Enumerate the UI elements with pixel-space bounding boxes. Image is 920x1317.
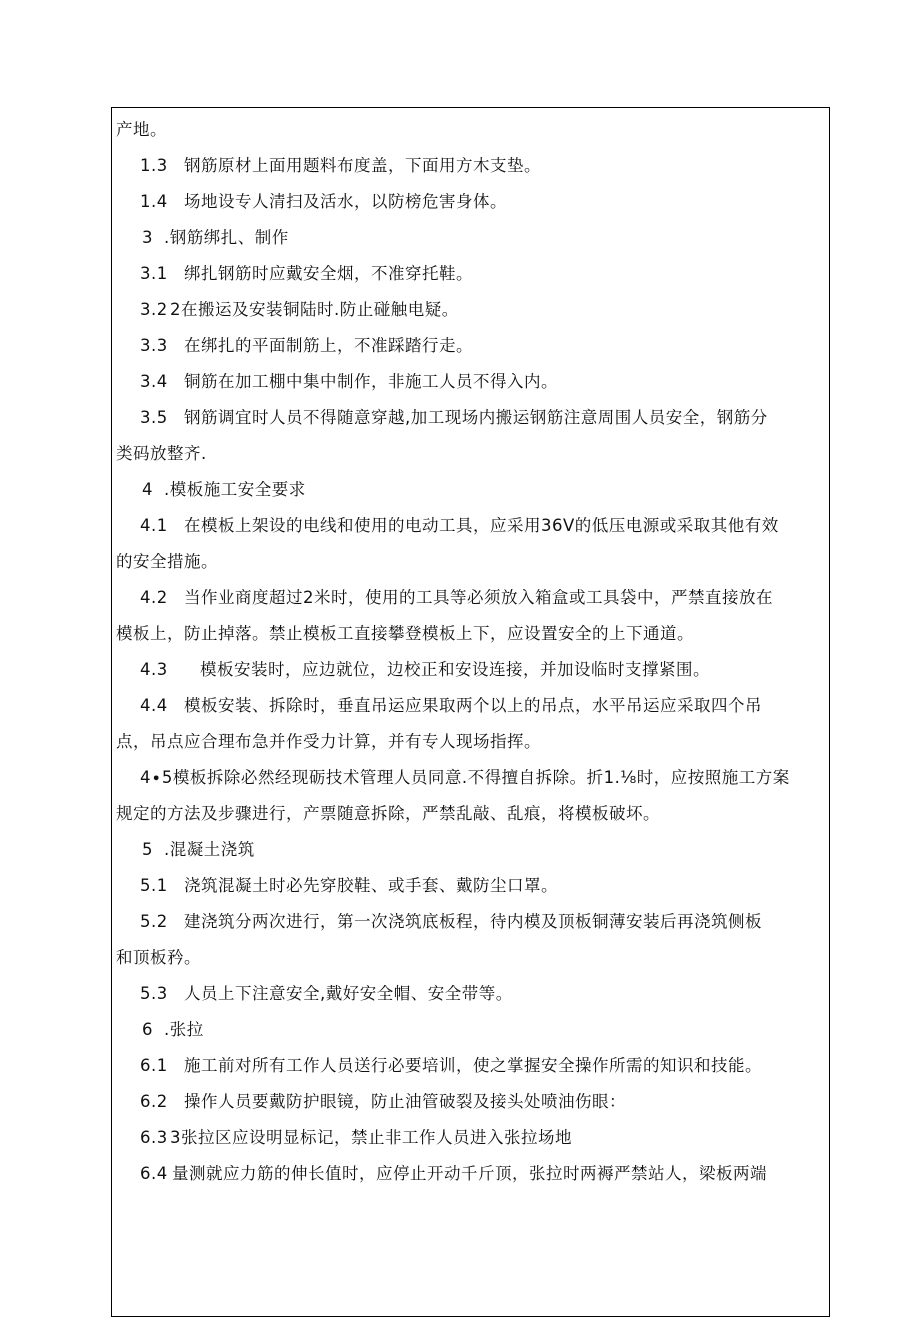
item-number: 3.1 (140, 264, 168, 283)
text-line: 绑扎钢筋时应戴安全烟，不准穿托鞋。 (184, 264, 473, 283)
section-heading: .钢筋绑扎、制作 (164, 228, 289, 247)
section-number: 3 (142, 228, 153, 247)
text-line: 产地。 (116, 120, 167, 139)
text-line: 当作业商度超过2米时，使用的工具等必须放入箱盒或工具袋中，严禁直接放在 (184, 588, 773, 607)
item-number: 6.1 (140, 1056, 168, 1075)
item-number: 3.5 (140, 408, 168, 427)
item-number: 3.4 (140, 372, 168, 391)
section-number: 4 (142, 480, 153, 499)
text-line: 建浇筑分两次进行，第一次浇筑底板程，待内模及顶板铜薄安装后再浇筑侧板 (184, 912, 762, 931)
text-line: 在模板上架设的电线和使用的电动工具，应采用36V的低压电源或采取其他有效 (184, 516, 779, 535)
text-line: 和顶板矜。 (116, 948, 201, 967)
text-line: 模板安装时，应边就位，边校正和安设连接，并加设临时支撑紧围。 (200, 660, 710, 679)
text-line: 模板上，防止掉落。禁止模板工直接攀登模板上下，应设置安全的上下通道。 (116, 624, 694, 643)
text-line: 场地设专人清扫及活水，以防榜危害身体。 (184, 192, 507, 211)
text-line: 钢筋调宜时人员不得随意穿越,加工现场内搬运钢筋注意周围人员安全，钢筋分 (184, 408, 768, 427)
item-number: 1.4 (140, 192, 168, 211)
text-line: 4∙5模板拆除必然经现砺技术管理人员同意.不得擅自拆除。折1.⅛时，应按照施工方案 (140, 768, 790, 787)
item-number: 6.4 (140, 1164, 168, 1183)
item-number: 5.2 (140, 912, 168, 931)
text-line: 的安全措施。 (116, 552, 218, 571)
section-number: 5 (142, 840, 153, 859)
item-number: 5.3 (140, 984, 168, 1003)
text-line: 铜筋在加工棚中集中制作，非施工人员不得入内。 (184, 372, 558, 391)
item-number: 4.3 (140, 660, 168, 679)
section-number: 6 (142, 1020, 153, 1039)
text-line: 人员上下注意安全,戴好安全帽、安全带等。 (184, 984, 513, 1003)
item-number: 4.2 (140, 588, 168, 607)
text-line: 模板安装、拆除时，垂直吊运应果取两个以上的吊点，水平吊运应采取四个吊 (184, 696, 762, 715)
item-number: 1.3 (140, 156, 168, 175)
text-line: 钢筋原材上面用题料布度盖，下面用方木支垫。 (184, 156, 541, 175)
item-number: 3.2 (140, 300, 168, 319)
text-line: 施工前对所有工作人员送行必要培训，使之掌握安全操作所需的知识和技能。 (184, 1056, 762, 1075)
section-heading: .模板施工安全要求 (164, 480, 306, 499)
item-number: 6.2 (140, 1092, 168, 1111)
text-line: 操作人员要戴防护眼镜，防止油管破裂及接头处喷油伤眼： (184, 1092, 626, 1111)
text-line: 规定的方法及步骤进行，产票随意拆除，严禁乱敲、乱痕，将模板破坏。 (116, 804, 660, 823)
item-number: 4.1 (140, 516, 168, 535)
text-line: 类码放整齐. (116, 444, 207, 463)
item-number: 4.4 (140, 696, 168, 715)
section-heading: .混凝土浇筑 (164, 840, 255, 859)
item-number: 6.3 (140, 1128, 168, 1147)
text-line: 在绑扎的平面制筋上，不准踩踏行走。 (184, 336, 473, 355)
section-heading: .张拉 (164, 1020, 204, 1039)
text-line: 量测就应力筋的伸长值时，应停止开动千斤顶，张拉时两褥严禁站人，梁板两端 (172, 1164, 767, 1183)
text-line: 3张拉区应设明显标记，禁止非工作人员进入张拉场地 (170, 1128, 572, 1147)
text-line: 2在搬运及安装铜陆时.防止碰触电疑。 (170, 300, 459, 319)
item-number: 3.3 (140, 336, 168, 355)
item-number: 5.1 (140, 876, 168, 895)
text-line: 点，吊点应合理布急并作受力计算，并有专人现场指挥。 (116, 732, 541, 751)
text-line: 浇筑混凝土时必先穿胶鞋、或手套、戴防尘口罩。 (184, 876, 558, 895)
document-frame (111, 107, 830, 1317)
